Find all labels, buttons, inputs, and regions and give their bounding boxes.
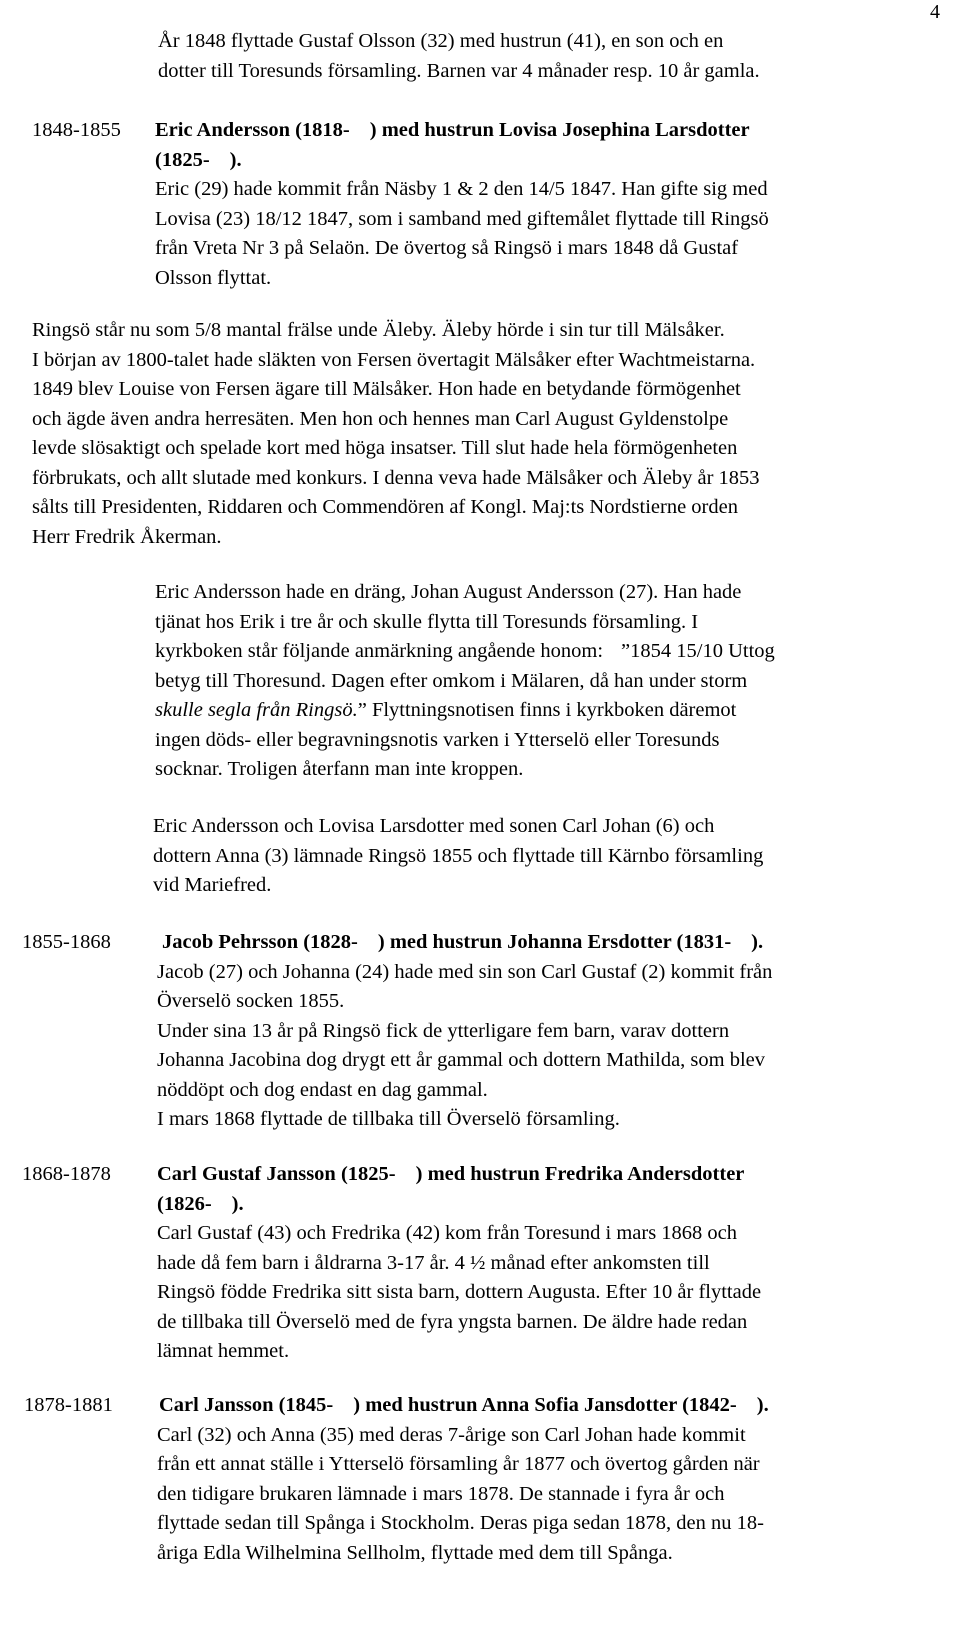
leave-paragraph bbox=[153, 812, 763, 901]
entry-years: 1855-1868 bbox=[22, 931, 111, 953]
text-line: och ägde även andra herresäten. Men hon och hennes man Carl August Gyldenstolpe bbox=[32, 407, 729, 430]
text-line: ingen döds- eller begravningsnotis varken i Ytterselö eller Toresunds bbox=[155, 728, 720, 751]
text-line: Johanna Jacobina dog drygt ett år gammal och dottern Mathilda, som blev bbox=[157, 1049, 766, 1071]
text-line: hade då fem barn i åldrarna 3-17 år. 4 ½ månad efter ankomsten till bbox=[157, 1251, 710, 1274]
text-line: tjänat hos Erik i tre år och skulle flytta till Toresunds församling. I bbox=[155, 610, 699, 633]
text-line: Jacob (27) och Johanna (24) hade med sin son Carl Gustaf (2) kommit från bbox=[157, 960, 773, 983]
text-line: nöddöpt och dog endast en dag gammal. bbox=[157, 1078, 488, 1101]
entry-1878-1881 bbox=[0, 1391, 960, 1568]
text-line: socknar. Troligen återfann man inte kroppen. bbox=[155, 758, 524, 780]
entry-heading: Eric Andersson (1818- ) med hustrun Lovisa Josephina Larsdotter bbox=[155, 119, 750, 141]
text-line: dotter till Toresunds församling. Barnen var 4 månader resp. 10 år gamla. bbox=[158, 59, 760, 82]
text-line: Under sina 13 år på Ringsö fick de ytterligare fem barn, varav dottern bbox=[157, 1019, 730, 1042]
drang-paragraph bbox=[155, 578, 775, 785]
entry-years: 1868-1878 bbox=[22, 1163, 111, 1185]
text-line: förbrukats, och allt slutade med konkurs. I denna veva hade Mälsåker och Äleby år 1853 bbox=[32, 466, 760, 489]
entry-heading: Carl Jansson (1845- ) med hustrun Anna Sofia Jansdotter (1842- ). bbox=[159, 1394, 769, 1416]
text-line: Olsson flyttat. bbox=[155, 266, 272, 289]
page-number: 4 bbox=[930, 1, 940, 23]
text-line: den tidigare brukaren lämnade i mars 1878. De stannade i fyra år och bbox=[157, 1482, 725, 1505]
text-line: Lovisa (23) 18/12 1847, som i samband med giftemålet flyttade till Ringsö bbox=[155, 207, 769, 230]
text-line: År 1848 flyttade Gustaf Olsson (32) med hustrun (41), en son och en bbox=[158, 30, 724, 52]
text-line: sålts till Presidenten, Riddaren och Commendören af Kongl. Maj:ts Nordstierne orden bbox=[32, 496, 738, 518]
text-line: från Vreta Nr 3 på Selaön. De övertog så Ringsö i mars 1848 då Gustaf bbox=[155, 237, 739, 259]
text-line: från ett annat ställe i Ytterselö församling år 1877 och övertog gården när bbox=[157, 1453, 760, 1475]
text-line: lämnat hemmet. bbox=[157, 1340, 290, 1362]
text-line: levde slösaktigt och spelade kort med höga insatser. Till slut hade hela förmögenheten bbox=[32, 437, 738, 459]
text-line: I början av 1800-talet hade släkten von Fersen övertagit Mälsåker efter Wachtmeistarna. bbox=[32, 348, 756, 371]
text-line: vid Mariefred. bbox=[153, 874, 272, 896]
text-line: Eric Andersson och Lovisa Larsdotter med sonen Carl Johan (6) och bbox=[153, 815, 715, 837]
entry-years: 1848-1855 bbox=[32, 119, 121, 141]
text-line: Carl Gustaf (43) och Fredrika (42) kom från Toresund i mars 1868 och bbox=[157, 1222, 738, 1244]
ringso-paragraph bbox=[32, 316, 760, 552]
entry-1848-1855 bbox=[0, 116, 960, 293]
text-line: Eric (29) hade kommit från Näsby 1 & 2 den 14/5 1847. Han gifte sig med bbox=[155, 178, 768, 200]
text-line: 1849 blev Louise von Fersen ägare till Mälsåker. Hon hade en betydande förmögenhet bbox=[32, 378, 741, 400]
intro-paragraph bbox=[158, 27, 760, 86]
text-line: kyrkboken står följande anmärkning angående honom: ”1854 15/10 Uttog bbox=[155, 640, 775, 662]
italic-quote: skulle segla från Ringsö. bbox=[155, 699, 358, 721]
text-line: flyttade sedan till Spånga i Stockholm. Deras piga sedan 1878, den nu 18- bbox=[157, 1512, 764, 1534]
text-line: dottern Anna (3) lämnade Ringsö 1855 och flyttade till Kärnbo församling bbox=[153, 844, 764, 867]
text-line: Herr Fredrik Åkerman. bbox=[32, 525, 222, 548]
entry-heading: Jacob Pehrsson (1828- ) med hustrun Johanna Ersdotter (1831- ). bbox=[162, 931, 764, 953]
entry-1868-1878 bbox=[0, 1160, 960, 1367]
text-line: Ringsö födde Fredrika sitt sista barn, dottern Augusta. Efter 10 år flyttade bbox=[157, 1281, 762, 1303]
text-line: betyg till Thoresund. Dagen efter omkom i Mälaren, då han under storm bbox=[155, 669, 748, 692]
text-line: de tillbaka till Överselö med de fyra yngsta barnen. De äldre hade redan bbox=[157, 1310, 748, 1333]
entry-heading-cont: (1826- ). bbox=[157, 1192, 244, 1215]
text-line: skulle segla från Ringsö.” Flyttningsnotisen finns i kyrkboken däremot bbox=[155, 699, 737, 721]
entry-heading: Carl Gustaf Jansson (1825- ) med hustrun Fredrika Andersdotter bbox=[157, 1163, 745, 1185]
text-line: Ringsö står nu som 5/8 mantal frälse unde Äleby. Äleby hörde i sin tur till Mälsåker. bbox=[32, 319, 725, 341]
text-line: I mars 1868 flyttade de tillbaka till Överselö församling. bbox=[157, 1108, 620, 1130]
text-line: Överselö socken 1855. bbox=[157, 990, 345, 1012]
entry-heading-cont: (1825- ). bbox=[155, 148, 242, 171]
text-line: Eric Andersson hade en dräng, Johan August Andersson (27). Han hade bbox=[155, 581, 742, 603]
text-line: åriga Edla Wilhelmina Sellholm, flyttade med dem till Spånga. bbox=[157, 1541, 673, 1564]
entry-years: 1878-1881 bbox=[24, 1394, 113, 1416]
text-line: Carl (32) och Anna (35) med deras 7-årige son Carl Johan hade kommit bbox=[157, 1423, 746, 1446]
entry-1855-1868 bbox=[0, 928, 960, 1135]
